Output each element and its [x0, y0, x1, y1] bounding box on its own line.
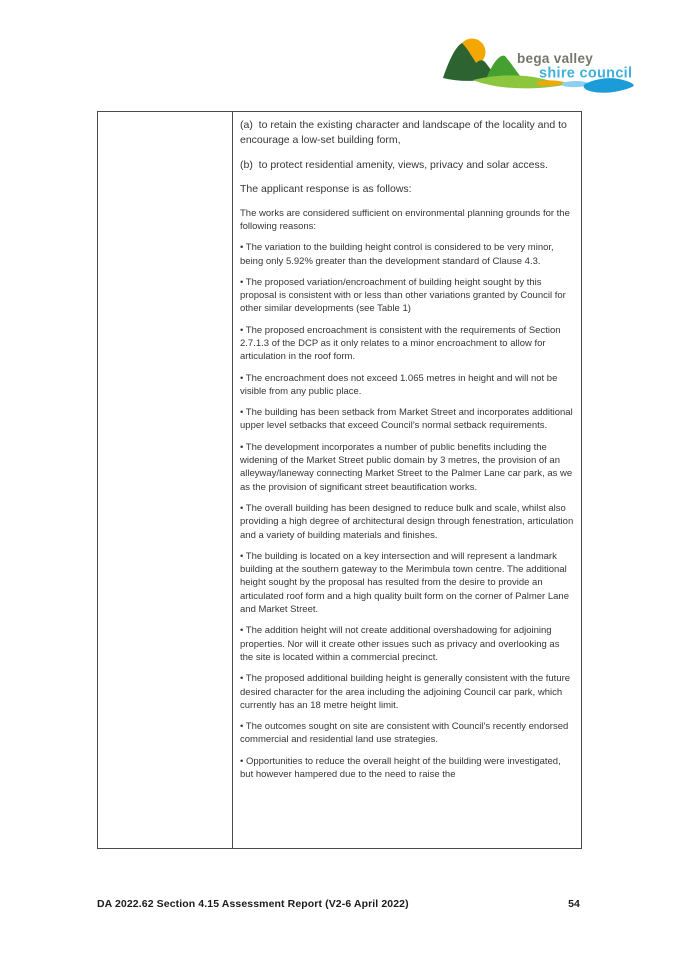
paragraph: • The building has been setback from Market Street and incorporates additional upper level setbacks that exceed Council’s normal setback requirements.	[240, 407, 576, 432]
logo-text-line1: bega valley	[517, 51, 594, 66]
paragraph: • Opportunities to reduce the overall height of the building were investigated, but however hampered due to the need to raise the	[240, 755, 566, 781]
paragraph: • The variation to the building height control is considered to be very minor, being only 5.92% greater than the development standard of Clause 4.3.	[240, 242, 557, 267]
paragraph: • The encroachment does not exceed 1.065 metres in height and will not be visible from any public place.	[240, 372, 561, 397]
assessment-table	[97, 111, 582, 849]
paragraph: • The addition height will not create additional overshadowing for adjoining properties. Nor will it create other issues such as privacy and overlooking as the site is located within a commercial precinct.	[240, 625, 563, 663]
paragraph: (b) to protect residential amenity, views, privacy and solar access.	[240, 158, 548, 171]
paragraph: The applicant response is as follows:	[240, 183, 412, 196]
footer-page-number: 54	[568, 898, 580, 910]
paragraph: • The outcomes sought on site are consistent with Council’s recently endorsed commercial and residential land use strategies.	[240, 721, 571, 746]
bega-valley-shire-council-logo	[443, 30, 639, 108]
paragraph: • The building is located on a key intersection and will represent a landmark building at the southern gateway to the Merimbula town centre. The additional height sought by the proposal has resulted from the desire to provide an articulated roof form and a high quality built form on the corner of Palmer Lane and Market Street.	[240, 550, 572, 616]
paragraph: • The proposed encroachment is consistent with the requirements of Section 2.7.1.3 of the DCP as it only relates to a minor encroachment to allow for articulation in the roof form.	[240, 324, 564, 363]
paragraph: The works are considered sufficient on environmental planning grounds for the following reasons:	[240, 207, 573, 232]
page-footer	[97, 898, 580, 910]
paragraph: • The proposed variation/encroachment of building height sought by this proposal is consistent with or less than other variations granted by Council for other similar developments (see Table 1)	[240, 276, 569, 315]
table-cell-right	[233, 112, 581, 848]
footer-report-title: DA 2022.62 Section 4.15 Assessment Report (V2-6 April 2022)	[97, 898, 409, 910]
table-cell-left	[98, 112, 233, 848]
paragraph: • The proposed additional building height is generally consistent with the future desired character for the area including the adjoining Council car park, which currently has an 18 metre height limit.	[240, 673, 573, 711]
paragraph: (a) to retain the existing character and landscape of the locality and to encourage a low-set building form,	[240, 119, 570, 147]
paragraph: • The overall building has been designed to reduce bulk and scale, whilst also providing a high degree of architectural design through fenestration, articulation and a variety of building materials and finishes.	[240, 502, 576, 541]
logo-graphic	[443, 30, 639, 108]
paragraph: • The development incorporates a number of public benefits including the widening of the Market Street public domain by 3 metres, the provision of an alleyway/laneway connecting Market Street to the Palmer Lane car park, as we as the provision of significant street beautification works.	[240, 441, 575, 493]
logo-text-line2: shire council	[539, 65, 633, 82]
